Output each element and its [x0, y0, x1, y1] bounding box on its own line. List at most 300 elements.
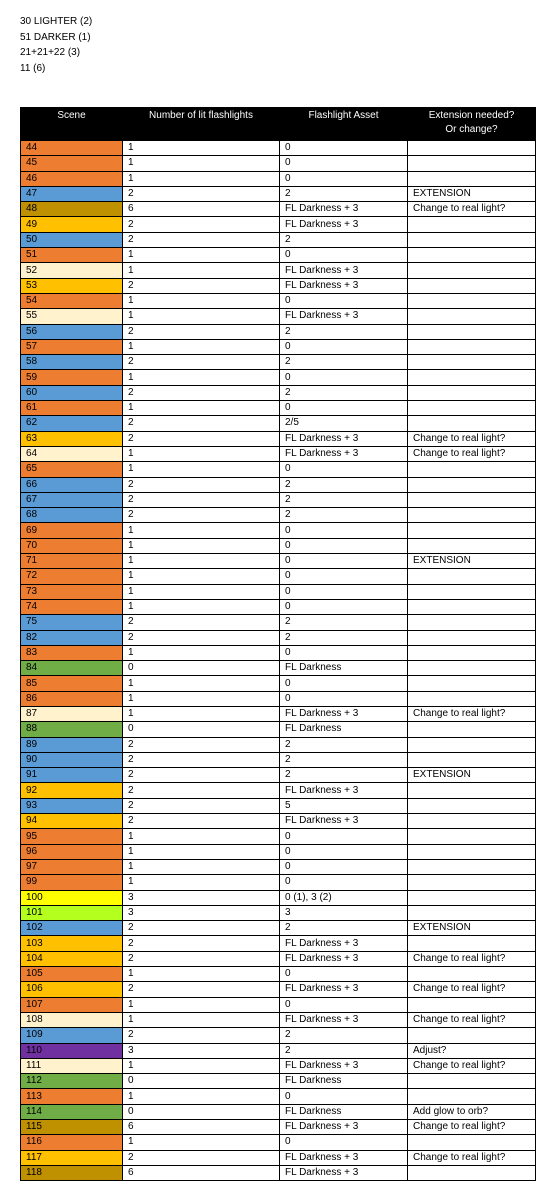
table-row — [21, 171, 536, 186]
table-row — [21, 1043, 536, 1058]
asset-cell: 2 — [280, 355, 408, 370]
asset-cell: FL Darkness + 3 — [280, 982, 408, 997]
extension-cell — [408, 783, 536, 798]
lit-count-cell: 1 — [123, 859, 280, 874]
scene-cell: 83 — [21, 645, 123, 660]
table-row — [21, 936, 536, 951]
scene-cell: 45 — [21, 156, 123, 171]
flashlight-table — [20, 107, 536, 1181]
note-line: 11 (6) — [20, 62, 46, 74]
asset-cell: 0 — [280, 599, 408, 614]
asset-cell: FL Darkness + 3 — [280, 217, 408, 232]
extension-cell — [408, 676, 536, 691]
lit-count-cell: 1 — [123, 967, 280, 982]
table-row — [21, 554, 536, 569]
table-row — [21, 584, 536, 599]
lit-count-cell: 1 — [123, 339, 280, 354]
asset-cell: 0 — [280, 248, 408, 263]
lit-count-cell: 2 — [123, 431, 280, 446]
table-row — [21, 477, 536, 492]
extension-cell — [408, 1165, 536, 1180]
scene-cell: 73 — [21, 584, 123, 599]
table-row — [21, 615, 536, 630]
extension-cell — [408, 492, 536, 507]
scene-cell: 54 — [21, 293, 123, 308]
lit-count-cell: 1 — [123, 171, 280, 186]
asset-cell: 0 — [280, 844, 408, 859]
extension-cell — [408, 370, 536, 385]
lit-count-cell: 1 — [123, 706, 280, 721]
asset-cell: 0 — [280, 569, 408, 584]
extension-cell — [408, 737, 536, 752]
lit-count-cell: 2 — [123, 416, 280, 431]
extension-cell — [408, 538, 536, 553]
extension-cell — [408, 141, 536, 156]
table-row — [21, 1104, 536, 1119]
lit-count-cell: 2 — [123, 232, 280, 247]
scene-cell: 114 — [21, 1104, 123, 1119]
scene-cell: 105 — [21, 967, 123, 982]
table-row — [21, 1074, 536, 1089]
table-row — [21, 217, 536, 232]
lit-count-cell: 2 — [123, 630, 280, 645]
scene-cell: 51 — [21, 248, 123, 263]
extension-cell: Change to real light? — [408, 446, 536, 461]
scene-cell: 101 — [21, 905, 123, 920]
asset-cell: 2 — [280, 1028, 408, 1043]
lit-count-cell: 1 — [123, 584, 280, 599]
asset-cell: 0 — [280, 523, 408, 538]
table-row — [21, 768, 536, 783]
lit-count-cell: 2 — [123, 921, 280, 936]
scene-cell: 91 — [21, 768, 123, 783]
lit-count-cell: 1 — [123, 309, 280, 324]
header-lit-count: Number of lit flashlights — [123, 108, 280, 141]
extension-cell — [408, 814, 536, 829]
table-row — [21, 829, 536, 844]
scene-cell: 96 — [21, 844, 123, 859]
asset-cell: FL Darkness — [280, 1104, 408, 1119]
lit-count-cell: 1 — [123, 645, 280, 660]
asset-cell: 2/5 — [280, 416, 408, 431]
lit-count-cell: 1 — [123, 844, 280, 859]
scene-cell: 68 — [21, 508, 123, 523]
asset-cell: 0 — [280, 171, 408, 186]
extension-cell — [408, 339, 536, 354]
extension-cell — [408, 936, 536, 951]
lit-count-cell: 1 — [123, 676, 280, 691]
extension-cell: Change to real light? — [408, 706, 536, 721]
extension-cell: Change to real light? — [408, 951, 536, 966]
asset-cell: 0 — [280, 401, 408, 416]
asset-cell: 2 — [280, 492, 408, 507]
extension-cell — [408, 691, 536, 706]
scene-cell: 110 — [21, 1043, 123, 1058]
scene-cell: 62 — [21, 416, 123, 431]
note-line: 30 LIGHTER (2) — [20, 16, 93, 27]
extension-cell: EXTENSION — [408, 768, 536, 783]
table-body — [21, 141, 536, 1181]
extension-cell: Change to real light? — [408, 1120, 536, 1135]
lit-count-cell: 1 — [123, 141, 280, 156]
asset-cell: 0 — [280, 339, 408, 354]
extension-cell — [408, 1074, 536, 1089]
extension-cell — [408, 416, 536, 431]
table-row — [21, 431, 536, 446]
table-row — [21, 921, 536, 936]
asset-cell: FL Darkness — [280, 722, 408, 737]
scene-cell: 92 — [21, 783, 123, 798]
lit-count-cell: 2 — [123, 1028, 280, 1043]
asset-cell: FL Darkness + 3 — [280, 309, 408, 324]
scene-cell: 71 — [21, 554, 123, 569]
extension-cell — [408, 844, 536, 859]
table-row — [21, 722, 536, 737]
extension-cell — [408, 615, 536, 630]
extension-cell — [408, 477, 536, 492]
scene-cell: 58 — [21, 355, 123, 370]
extension-cell — [408, 569, 536, 584]
table-row — [21, 401, 536, 416]
lit-count-cell: 1 — [123, 538, 280, 553]
extension-cell — [408, 875, 536, 890]
asset-cell: FL Darkness + 3 — [280, 1165, 408, 1180]
extension-cell — [408, 967, 536, 982]
scene-cell: 93 — [21, 798, 123, 813]
scene-cell: 107 — [21, 997, 123, 1012]
asset-cell: FL Darkness + 3 — [280, 1012, 408, 1027]
asset-cell: FL Darkness + 3 — [280, 783, 408, 798]
scene-cell: 48 — [21, 202, 123, 217]
lit-count-cell: 3 — [123, 890, 280, 905]
lit-count-cell: 1 — [123, 599, 280, 614]
extension-cell: Change to real light? — [408, 1012, 536, 1027]
scene-cell: 67 — [21, 492, 123, 507]
extension-cell — [408, 508, 536, 523]
table-row — [21, 1135, 536, 1150]
lit-count-cell: 2 — [123, 951, 280, 966]
extension-cell: Change to real light? — [408, 431, 536, 446]
asset-cell: FL Darkness + 3 — [280, 936, 408, 951]
asset-cell: 2 — [280, 768, 408, 783]
scene-cell: 103 — [21, 936, 123, 951]
notes-block — [20, 14, 92, 76]
asset-cell: 2 — [280, 615, 408, 630]
table-row — [21, 385, 536, 400]
table-row — [21, 752, 536, 767]
scene-cell: 63 — [21, 431, 123, 446]
asset-cell: FL Darkness + 3 — [280, 1150, 408, 1165]
extension-cell — [408, 1089, 536, 1104]
scene-cell: 84 — [21, 661, 123, 676]
asset-cell: FL Darkness + 3 — [280, 951, 408, 966]
asset-cell: 2 — [280, 508, 408, 523]
lit-count-cell: 1 — [123, 1089, 280, 1104]
scene-cell: 53 — [21, 278, 123, 293]
table-row — [21, 416, 536, 431]
scene-cell: 50 — [21, 232, 123, 247]
scene-cell: 111 — [21, 1058, 123, 1073]
lit-count-cell: 1 — [123, 997, 280, 1012]
scene-cell: 57 — [21, 339, 123, 354]
lit-count-cell: 2 — [123, 737, 280, 752]
asset-cell: 2 — [280, 921, 408, 936]
asset-cell: 0 — [280, 141, 408, 156]
scene-cell: 113 — [21, 1089, 123, 1104]
asset-cell: 2 — [280, 630, 408, 645]
table-row — [21, 967, 536, 982]
asset-cell: 2 — [280, 186, 408, 201]
lit-count-cell: 1 — [123, 446, 280, 461]
lit-count-cell: 2 — [123, 1150, 280, 1165]
lit-count-cell: 6 — [123, 1165, 280, 1180]
scene-cell: 90 — [21, 752, 123, 767]
extension-cell — [408, 630, 536, 645]
table-row — [21, 278, 536, 293]
extension-cell — [408, 523, 536, 538]
table-row — [21, 324, 536, 339]
lit-count-cell: 2 — [123, 355, 280, 370]
scene-cell: 112 — [21, 1074, 123, 1089]
lit-count-cell: 1 — [123, 248, 280, 263]
table-row — [21, 232, 536, 247]
extension-cell — [408, 859, 536, 874]
lit-count-cell: 0 — [123, 1104, 280, 1119]
scene-cell: 116 — [21, 1135, 123, 1150]
table-row — [21, 523, 536, 538]
table-row — [21, 997, 536, 1012]
scene-cell: 108 — [21, 1012, 123, 1027]
lit-count-cell: 1 — [123, 1058, 280, 1073]
scene-cell: 88 — [21, 722, 123, 737]
lit-count-cell: 2 — [123, 492, 280, 507]
extension-cell: Change to real light? — [408, 982, 536, 997]
asset-cell: FL Darkness + 3 — [280, 706, 408, 721]
extension-cell — [408, 156, 536, 171]
lit-count-cell: 0 — [123, 661, 280, 676]
scene-cell: 46 — [21, 171, 123, 186]
extension-cell: EXTENSION — [408, 921, 536, 936]
extension-cell — [408, 248, 536, 263]
extension-cell — [408, 752, 536, 767]
scene-cell: 75 — [21, 615, 123, 630]
extension-cell — [408, 798, 536, 813]
lit-count-cell: 0 — [123, 1074, 280, 1089]
table-row — [21, 1150, 536, 1165]
table-row — [21, 1012, 536, 1027]
asset-cell: 0 — [280, 967, 408, 982]
table-row — [21, 248, 536, 263]
lit-count-cell: 2 — [123, 798, 280, 813]
lit-count-cell: 1 — [123, 263, 280, 278]
scene-cell: 118 — [21, 1165, 123, 1180]
scene-cell: 104 — [21, 951, 123, 966]
table-row — [21, 186, 536, 201]
table-row — [21, 599, 536, 614]
asset-cell: 2 — [280, 232, 408, 247]
table-row — [21, 630, 536, 645]
extension-cell — [408, 829, 536, 844]
extension-cell — [408, 232, 536, 247]
lit-count-cell: 2 — [123, 982, 280, 997]
extension-cell — [408, 599, 536, 614]
extension-cell — [408, 1028, 536, 1043]
lit-count-cell: 2 — [123, 385, 280, 400]
table-row — [21, 141, 536, 156]
table-row — [21, 1028, 536, 1043]
asset-cell: FL Darkness — [280, 1074, 408, 1089]
scene-cell: 106 — [21, 982, 123, 997]
extension-cell — [408, 278, 536, 293]
asset-cell: FL Darkness + 3 — [280, 202, 408, 217]
note-line: 21+21+22 (3) — [20, 47, 81, 58]
table-row — [21, 951, 536, 966]
lit-count-cell: 1 — [123, 523, 280, 538]
table-row — [21, 370, 536, 385]
extension-cell — [408, 1135, 536, 1150]
table-row — [21, 446, 536, 461]
asset-cell: 2 — [280, 737, 408, 752]
asset-cell: FL Darkness — [280, 661, 408, 676]
table-row — [21, 538, 536, 553]
lit-count-cell: 1 — [123, 1012, 280, 1027]
extension-cell — [408, 462, 536, 477]
lit-count-cell: 3 — [123, 905, 280, 920]
table-row — [21, 1120, 536, 1135]
extension-cell: Change to real light? — [408, 1058, 536, 1073]
asset-cell: 3 — [280, 905, 408, 920]
extension-cell — [408, 890, 536, 905]
scene-cell: 87 — [21, 706, 123, 721]
asset-cell: 2 — [280, 324, 408, 339]
table-row — [21, 1165, 536, 1180]
scene-cell: 94 — [21, 814, 123, 829]
asset-cell: FL Darkness + 3 — [280, 431, 408, 446]
table-row — [21, 783, 536, 798]
scene-cell: 49 — [21, 217, 123, 232]
extension-cell — [408, 905, 536, 920]
header-asset: Flashlight Asset — [280, 108, 408, 141]
lit-count-cell: 1 — [123, 1135, 280, 1150]
asset-cell: 0 — [280, 538, 408, 553]
asset-cell: 0 (1), 3 (2) — [280, 890, 408, 905]
asset-cell: FL Darkness + 3 — [280, 1058, 408, 1073]
table-row — [21, 814, 536, 829]
asset-cell: 2 — [280, 385, 408, 400]
asset-cell: 0 — [280, 691, 408, 706]
lit-count-cell: 1 — [123, 829, 280, 844]
lit-count-cell: 6 — [123, 1120, 280, 1135]
lit-count-cell: 1 — [123, 569, 280, 584]
asset-cell: 0 — [280, 1089, 408, 1104]
asset-cell: 0 — [280, 293, 408, 308]
table-row — [21, 508, 536, 523]
scene-cell: 74 — [21, 599, 123, 614]
lit-count-cell: 0 — [123, 722, 280, 737]
scene-cell: 85 — [21, 676, 123, 691]
asset-cell: 0 — [280, 875, 408, 890]
scene-cell: 55 — [21, 309, 123, 324]
extension-cell: Adjust? — [408, 1043, 536, 1058]
table-row — [21, 202, 536, 217]
table-row — [21, 492, 536, 507]
scene-cell: 117 — [21, 1150, 123, 1165]
scene-cell: 82 — [21, 630, 123, 645]
scene-cell: 109 — [21, 1028, 123, 1043]
scene-cell: 60 — [21, 385, 123, 400]
scene-cell: 102 — [21, 921, 123, 936]
lit-count-cell: 2 — [123, 217, 280, 232]
asset-cell: 0 — [280, 554, 408, 569]
lit-count-cell: 1 — [123, 401, 280, 416]
asset-cell: FL Darkness + 3 — [280, 263, 408, 278]
asset-cell: 0 — [280, 1135, 408, 1150]
table-row — [21, 293, 536, 308]
extension-cell — [408, 645, 536, 660]
scene-cell: 69 — [21, 523, 123, 538]
extension-cell — [408, 171, 536, 186]
lit-count-cell: 1 — [123, 462, 280, 477]
scene-cell: 56 — [21, 324, 123, 339]
asset-cell: FL Darkness + 3 — [280, 814, 408, 829]
lit-count-cell: 1 — [123, 875, 280, 890]
scene-cell: 70 — [21, 538, 123, 553]
asset-cell: 0 — [280, 997, 408, 1012]
extension-cell: EXTENSION — [408, 186, 536, 201]
table-row — [21, 645, 536, 660]
lit-count-cell: 1 — [123, 370, 280, 385]
lit-count-cell: 2 — [123, 324, 280, 339]
scene-cell: 47 — [21, 186, 123, 201]
table-row — [21, 1089, 536, 1104]
asset-cell: 2 — [280, 1043, 408, 1058]
extension-cell: Change to real light? — [408, 1150, 536, 1165]
table-row — [21, 859, 536, 874]
asset-cell: 0 — [280, 370, 408, 385]
scene-cell: 89 — [21, 737, 123, 752]
extension-cell — [408, 401, 536, 416]
asset-cell: FL Darkness + 3 — [280, 1120, 408, 1135]
asset-cell: 0 — [280, 584, 408, 599]
lit-count-cell: 2 — [123, 186, 280, 201]
table-row — [21, 263, 536, 278]
header-row — [21, 108, 536, 141]
lit-count-cell: 1 — [123, 554, 280, 569]
table-row — [21, 875, 536, 890]
extension-cell — [408, 997, 536, 1012]
table-row — [21, 339, 536, 354]
scene-cell: 61 — [21, 401, 123, 416]
asset-cell: 0 — [280, 676, 408, 691]
scene-cell: 99 — [21, 875, 123, 890]
scene-cell: 72 — [21, 569, 123, 584]
scene-cell: 59 — [21, 370, 123, 385]
lit-count-cell: 2 — [123, 615, 280, 630]
scene-cell: 97 — [21, 859, 123, 874]
extension-cell — [408, 293, 536, 308]
table-row — [21, 737, 536, 752]
table-row — [21, 905, 536, 920]
header-scene: Scene — [21, 108, 123, 141]
scene-cell: 65 — [21, 462, 123, 477]
asset-cell: 5 — [280, 798, 408, 813]
table-row — [21, 661, 536, 676]
asset-cell: FL Darkness + 3 — [280, 446, 408, 461]
table-row — [21, 309, 536, 324]
lit-count-cell: 2 — [123, 477, 280, 492]
asset-cell: 0 — [280, 859, 408, 874]
scene-cell: 115 — [21, 1120, 123, 1135]
